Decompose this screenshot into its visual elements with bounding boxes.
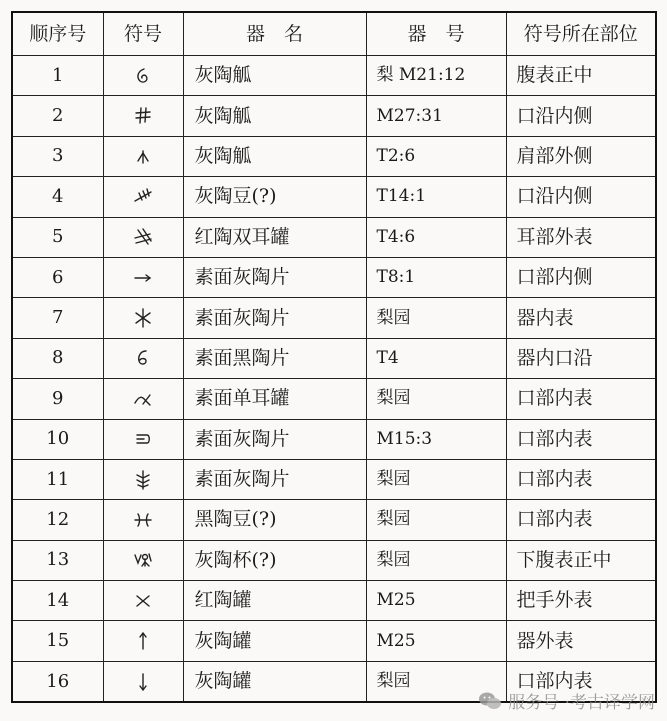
cell-symbol-location: 口部内表 (506, 459, 656, 499)
cell-sequence: 4 (12, 177, 103, 217)
table-row (12, 257, 656, 297)
cell-vessel-name: 灰陶杯(?) (183, 540, 366, 580)
spiral-mark-icon (130, 63, 156, 89)
cell-vessel-number: 梨园 (366, 379, 506, 419)
table-body (12, 56, 656, 703)
cell-vessel-number: T14:1 (366, 177, 506, 217)
cell-sequence: 3 (12, 136, 103, 176)
cell-vessel-name: 黑陶豆(?) (183, 500, 366, 540)
header-symbol-location: 符号所在部位 (506, 12, 656, 56)
cell-symbol (103, 419, 183, 459)
cell-symbol (103, 621, 183, 661)
cell-vessel-number: 梨园 (366, 298, 506, 338)
cell-sequence: 9 (12, 379, 103, 419)
cell-vessel-number: 梨 M21:12 (366, 56, 506, 96)
header-vessel-name: 器 名 (183, 12, 366, 56)
cell-symbol-location: 下腹表正中 (506, 540, 656, 580)
six-loop-mark-icon (130, 345, 156, 371)
cell-vessel-name: 灰陶罐 (183, 661, 366, 702)
header-symbol: 符号 (103, 12, 183, 56)
cell-vessel-number: M25 (366, 621, 506, 661)
double-cross-mark-icon (130, 224, 156, 250)
watermark-text: 服务号 ·考古译学网 (508, 693, 655, 713)
cell-symbol-location: 器内口沿 (506, 338, 656, 378)
cell-vessel-name: 灰陶觚 (183, 96, 366, 136)
cell-symbol-location: 口部内表 (506, 500, 656, 540)
cell-symbol-location: 口部内表 (506, 419, 656, 459)
cell-sequence: 5 (12, 217, 103, 257)
cell-sequence: 12 (12, 500, 103, 540)
header-vessel-number: 器 号 (366, 12, 506, 56)
cell-vessel-number: 梨园 (366, 500, 506, 540)
table-row (12, 419, 656, 459)
cell-symbol (103, 379, 183, 419)
cell-sequence: 10 (12, 419, 103, 459)
cell-vessel-number: M25 (366, 581, 506, 621)
cell-vessel-number: T2:6 (366, 136, 506, 176)
cell-sequence: 13 (12, 540, 103, 580)
symbol-table-container (11, 11, 655, 703)
cell-symbol-location: 肩部外侧 (506, 136, 656, 176)
cell-vessel-name: 素面单耳罐 (183, 379, 366, 419)
arrow-right-mark-icon (130, 265, 156, 291)
cell-symbol (103, 217, 183, 257)
cell-vessel-number: M15:3 (366, 419, 506, 459)
cell-vessel-name: 灰陶豆(?) (183, 177, 366, 217)
arrow-down-mark-icon (130, 669, 156, 695)
cell-symbol-location: 口沿内侧 (506, 177, 656, 217)
asterisk-mark-icon (130, 305, 156, 331)
cell-vessel-name: 素面灰陶片 (183, 419, 366, 459)
cross-hatch-mark-icon (130, 103, 156, 129)
table-row (12, 540, 656, 580)
tent-mark-icon (130, 143, 156, 169)
double-hook-mark-icon (130, 507, 156, 533)
cell-symbol-location: 腹表正中 (506, 56, 656, 96)
cell-vessel-name: 灰陶罐 (183, 621, 366, 661)
cell-sequence: 14 (12, 581, 103, 621)
cell-vessel-name: 灰陶觚 (183, 56, 366, 96)
table-row (12, 581, 656, 621)
pottery-symbol-table (11, 11, 657, 703)
cell-vessel-name: 素面黑陶片 (183, 338, 366, 378)
table-row (12, 379, 656, 419)
table-row (12, 298, 656, 338)
cell-vessel-name: 素面灰陶片 (183, 298, 366, 338)
cell-symbol (103, 177, 183, 217)
cell-symbol-location: 口沿内侧 (506, 96, 656, 136)
cell-symbol (103, 500, 183, 540)
watermark (478, 688, 655, 713)
table-row (12, 136, 656, 176)
table-row (12, 177, 656, 217)
feather-mark-icon (130, 467, 156, 493)
branch-mark-icon (130, 184, 156, 210)
cell-symbol-location: 口部内表 (506, 661, 656, 702)
cell-vessel-number: T4:6 (366, 217, 506, 257)
table-row (12, 500, 656, 540)
table-row (12, 338, 656, 378)
x-mark-icon (130, 588, 156, 614)
cell-symbol (103, 136, 183, 176)
cell-vessel-name: 灰陶觚 (183, 136, 366, 176)
cell-symbol-location: 器外表 (506, 621, 656, 661)
cell-symbol (103, 581, 183, 621)
cell-symbol (103, 96, 183, 136)
figure-mark-icon (130, 547, 156, 573)
cell-sequence: 8 (12, 338, 103, 378)
cell-symbol (103, 540, 183, 580)
cell-vessel-name: 素面灰陶片 (183, 459, 366, 499)
wechat-icon (478, 691, 502, 711)
header-sequence: 顺序号 (12, 12, 103, 56)
cell-symbol (103, 459, 183, 499)
cell-sequence: 15 (12, 621, 103, 661)
table-row (12, 621, 656, 661)
table-row (12, 459, 656, 499)
cell-sequence: 1 (12, 56, 103, 96)
cell-sequence: 2 (12, 96, 103, 136)
table-row (12, 96, 656, 136)
cell-sequence: 11 (12, 459, 103, 499)
cell-vessel-number: 梨园 (366, 540, 506, 580)
hook-x-mark-icon (130, 386, 156, 412)
cell-symbol (103, 298, 183, 338)
arrow-up-mark-icon (130, 628, 156, 654)
cell-symbol-location: 耳部外表 (506, 217, 656, 257)
cell-vessel-name: 红陶双耳罐 (183, 217, 366, 257)
cell-symbol (103, 661, 183, 702)
cell-sequence: 7 (12, 298, 103, 338)
cell-vessel-name: 红陶罐 (183, 581, 366, 621)
cell-vessel-name: 素面灰陶片 (183, 257, 366, 297)
cell-sequence: 16 (12, 661, 103, 702)
cell-vessel-number: T4 (366, 338, 506, 378)
cell-vessel-number: M27:31 (366, 96, 506, 136)
cell-symbol (103, 338, 183, 378)
cell-symbol-location: 口部内侧 (506, 257, 656, 297)
cell-sequence: 6 (12, 257, 103, 297)
cell-symbol-location: 器内表 (506, 298, 656, 338)
cell-vessel-number: T8:1 (366, 257, 506, 297)
bracket-mark-icon (130, 426, 156, 452)
cell-vessel-number: 梨园 (366, 661, 506, 702)
cell-vessel-number: 梨园 (366, 459, 506, 499)
cell-symbol (103, 56, 183, 96)
cell-symbol-location: 口部内表 (506, 379, 656, 419)
cell-symbol (103, 257, 183, 297)
table-header-row (12, 12, 656, 56)
table-row (12, 56, 656, 96)
table-row (12, 217, 656, 257)
cell-symbol-location: 把手外表 (506, 581, 656, 621)
